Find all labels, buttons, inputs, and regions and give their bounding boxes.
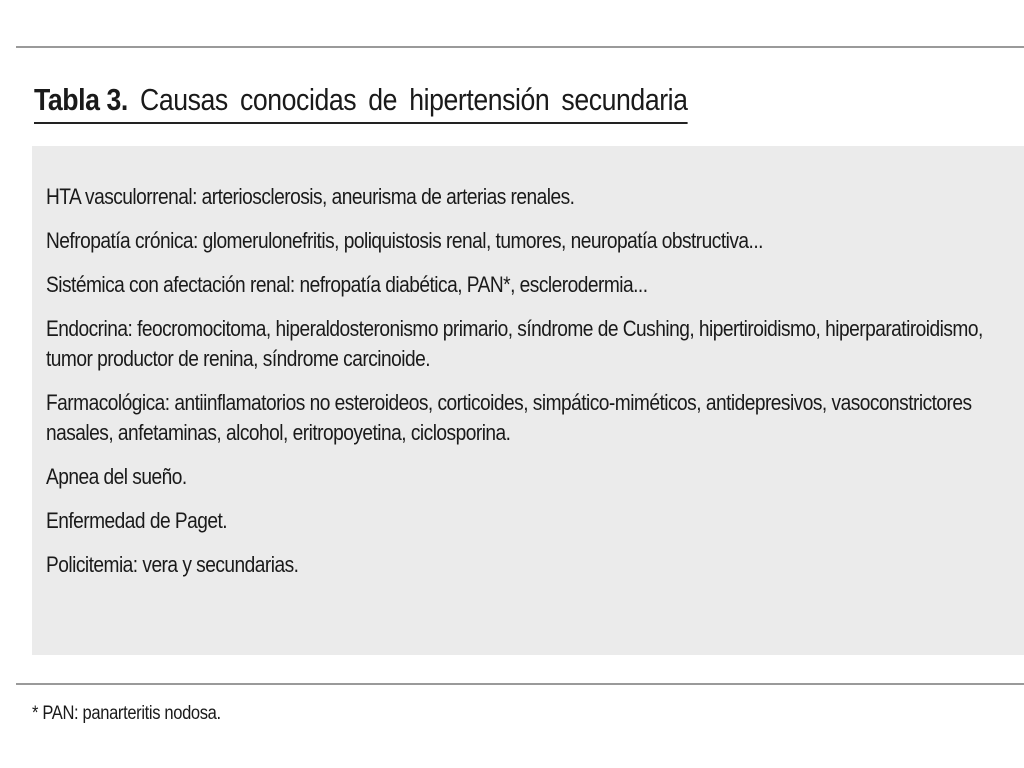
- list-item: Policitemia: vera y secundarias.: [46, 552, 299, 577]
- list-item: Sistémica con afectación renal: nefropatía diabética, PAN*, esclerodermia...: [46, 272, 648, 297]
- list-item: Apnea del sueño.: [46, 464, 187, 489]
- top-rule: [16, 46, 1024, 48]
- table-title: [34, 80, 688, 124]
- list-item: Endocrina: feocromocitoma, hiperaldosteronismo primario, síndrome de Cushing, hipertiroidismo, hiperparatiroidismo, tumor productor de renina, síndrome carcinoide.: [46, 316, 983, 371]
- list-item: HTA vasculorrenal: arteriosclerosis, aneurisma de arterias renales.: [46, 184, 575, 209]
- causes-list: [46, 182, 1003, 594]
- bottom-rule: [16, 683, 1024, 685]
- footnote: * PAN: panarteritis nodosa.: [32, 703, 221, 724]
- list-item: Enfermedad de Paget.: [46, 508, 228, 533]
- list-item: Nefropatía crónica: glomerulonefritis, poliquistosis renal, tumores, neuropatía obstructiva...: [46, 228, 763, 253]
- list-item: Farmacológica: antiinflamatorios no esteroideos, corticoides, simpático-miméticos, antidepresivos, vasoconstrictores nasales, anfetaminas, alcohol, eritropoyetina, ciclosporina.: [46, 390, 972, 445]
- table-title-text: Causas conocidas de hipertensión secundaria: [140, 82, 688, 117]
- table-label: Tabla 3.: [34, 82, 128, 117]
